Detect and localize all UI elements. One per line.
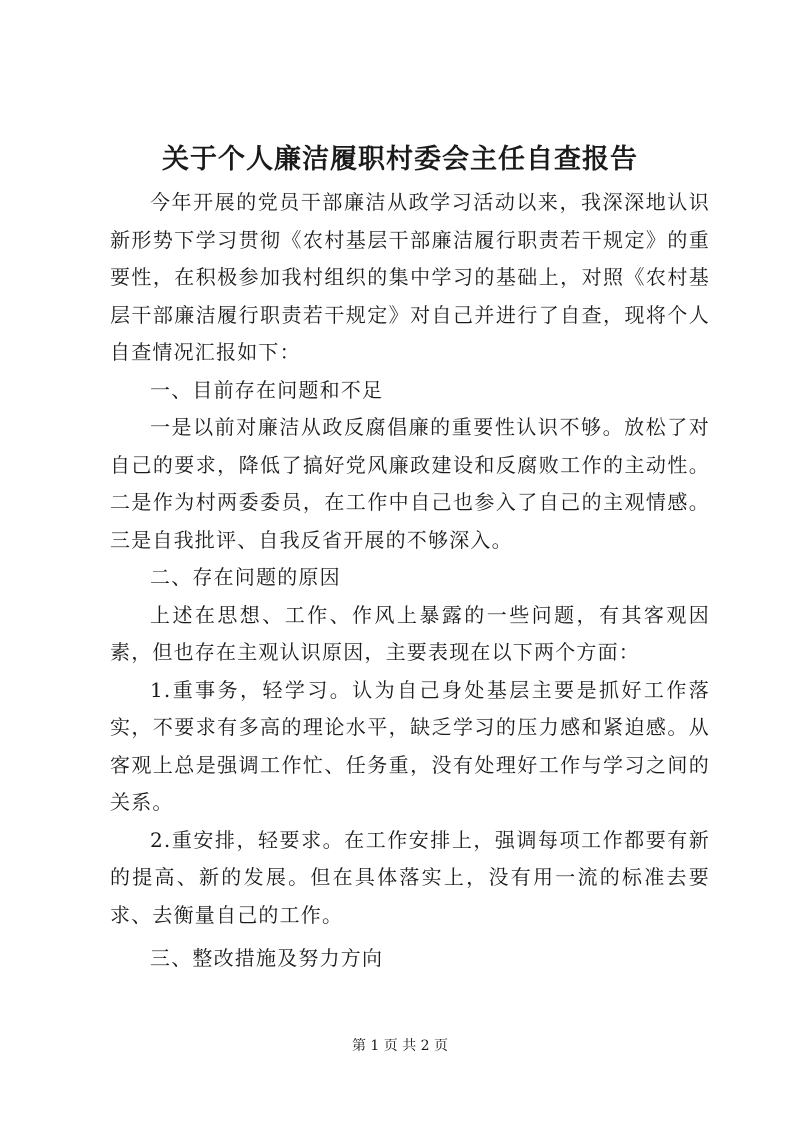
section-2-heading: 二、存在问题的原因 bbox=[150, 565, 341, 589]
intro-paragraph: 今年开展的党员干部廉洁从政学习活动以来，我深深地认识新形势下学习贯彻《农村基层干部廉洁履行职责若干规定》的重要性，在积极参加我村组织的集中学习的基础上，对照《农村基层干部廉洁履行职责若干规定》对自己并进行了自查，现将个人自查情况汇报如下： bbox=[110, 190, 710, 364]
document-body bbox=[110, 184, 710, 978]
section-1-paragraph: 一是以前对廉洁从政反腐倡廉的重要性认识不够。放松了对自己的要求，降低了搞好党风廉政建设和反腐败工作的主动性。二是作为村两委委员，在工作中自己也参入了自己的主观情感。三是自我批评、自我反省开展的不够深入。 bbox=[110, 415, 710, 552]
section-1-heading: 一、目前存在问题和不足 bbox=[150, 377, 384, 402]
section-3-heading: 三、整改措施及努力方向 bbox=[150, 946, 384, 970]
point-2-paragraph: 2.重安排，轻要求。在工作安排上，强调每项工作都要有新的提高、新的发展。但在具体落实上，没有用一流的标准去要求、去衡量自己的工作。 bbox=[110, 827, 710, 927]
section-2-paragraph: 上述在思想、工作、作风上暴露的一些问题，有其客观因素，但也存在主观认识原因，主要表现在以下两个方面： bbox=[110, 602, 710, 664]
page-footer: 第 1 页 共 2 页 bbox=[351, 1038, 449, 1054]
document-title: 关于个人廉洁履职村委会主任自查报告 bbox=[162, 144, 638, 175]
point-1-paragraph: 1.重事务，轻学习。认为自己身处基层主要是抓好工作落实，不要求有多高的理论水平，缺乏学习的压力感和紧迫感。从客观上总是强调工作忙、任务重，没有处理好工作与学习之间的关系。 bbox=[110, 677, 710, 814]
